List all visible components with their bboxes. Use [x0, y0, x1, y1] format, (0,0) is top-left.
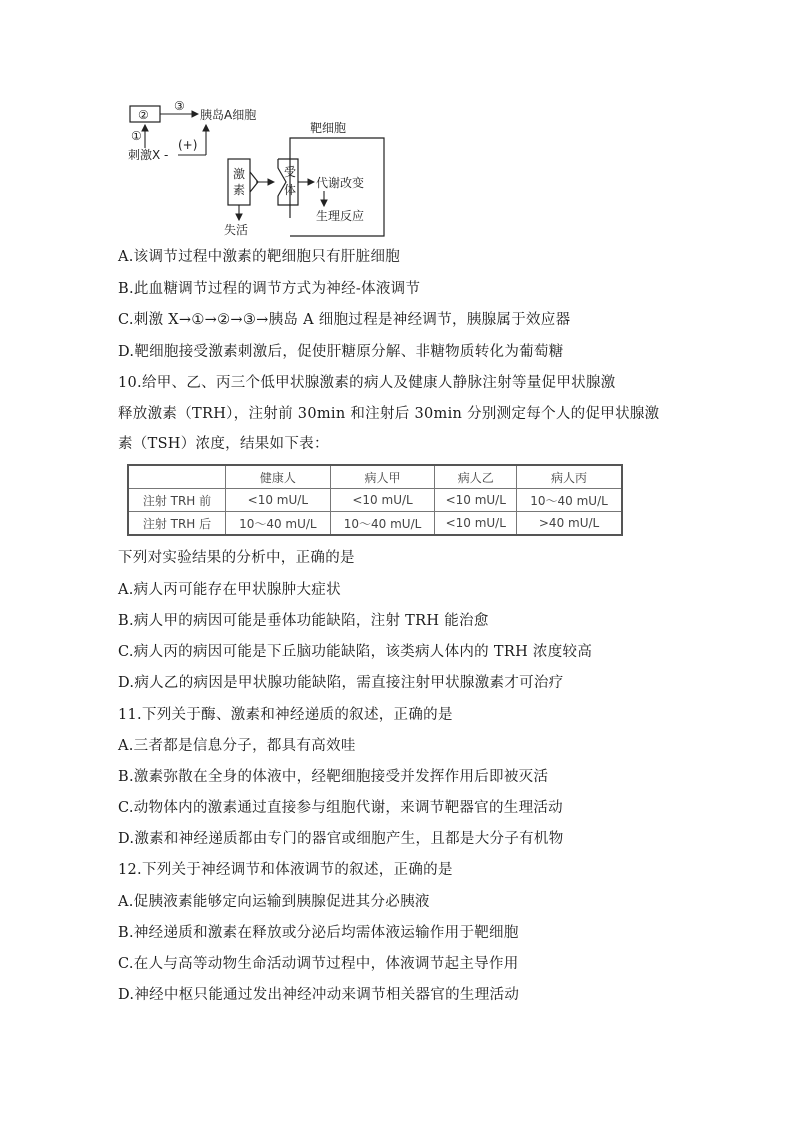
- table-header-cell: 病人乙: [435, 465, 517, 489]
- box-2-label: ②: [138, 108, 149, 122]
- q9-option-c: C.刺激 X→①→②→③→胰岛 A 细胞过程是神经调节，胰腺属于效应器: [118, 312, 571, 328]
- table-cell: <10 mU/L: [226, 489, 331, 512]
- table-cell: <10 mU/L: [330, 489, 435, 512]
- q12-stem: 12.下列关于神经调节和体液调节的叙述，正确的是: [118, 862, 453, 878]
- q11-option-c: C.动物体内的激素通过直接参与组胞代谢，来调节靶器官的生理活动: [118, 800, 563, 816]
- q10-stem-line-3: 素（TSH）浓度，结果如下表：: [118, 436, 329, 452]
- table-header-cell: 健康人: [226, 465, 331, 489]
- label-3: ③: [174, 99, 185, 113]
- table-cell: <10 mU/L: [435, 489, 517, 512]
- receptor-char-2: 体: [284, 183, 297, 197]
- table-cell: 注射 TRH 前: [128, 489, 226, 512]
- hormone-char-2: 素: [233, 183, 246, 197]
- q12-option-b: B.神经递质和激素在释放或分泌后均需体液运输作用于靶细胞: [118, 925, 519, 941]
- target-cell-label: 靶细胞: [310, 121, 347, 135]
- table-row: [128, 489, 622, 512]
- q11-option-b: B.激素弥散在全身的体液中，经靶细胞接受并发挥作用后即被灭活: [118, 769, 549, 785]
- table-header-row: [128, 465, 622, 489]
- table-row: [128, 512, 622, 536]
- metabolism-change-label: 代谢改变: [316, 176, 365, 190]
- table-cell: 注射 TRH 后: [128, 512, 226, 536]
- plus-label: (+): [178, 138, 198, 152]
- table-cell: 10～40 mU/L: [330, 512, 435, 536]
- q12-option-c: C.在人与高等动物生命活动调节过程中，体液调节起主导作用: [118, 956, 519, 972]
- q10-stem-line-2: 释放激素（TRH），注射前 30min 和注射后 30min 分别测定每个人的促甲状腺激: [118, 406, 660, 422]
- q12-option-a: A.促胰液素能够定向运输到胰腺促进其分必胰液: [118, 894, 430, 910]
- table-cell: <10 mU/L: [435, 512, 517, 536]
- table-cell: >40 mU/L: [517, 512, 622, 536]
- q10-prompt: 下列对实验结果的分析中，正确的是: [118, 550, 355, 566]
- q10-option-d: D.病人乙的病因是甲状腺功能缺陷，需直接注射甲状腺激素才可治疗: [118, 675, 564, 691]
- label-1: ①: [131, 129, 142, 143]
- tsh-results-table: [127, 464, 623, 536]
- q9-option-b: B.此血糖调节过程的调节方式为神经-体液调节: [118, 281, 421, 297]
- hormone-regulation-diagram: [118, 96, 418, 246]
- inactivation-label: 失活: [224, 223, 249, 237]
- q10-option-b: B.病人甲的病因可能是垂体功能缺陷，注射 TRH 能治愈: [118, 613, 489, 629]
- table-cell: 10～40 mU/L: [226, 512, 331, 536]
- table-header-cell: 病人丙: [517, 465, 622, 489]
- q11-option-d: D.激素和神经递质都由专门的器官或细胞产生，且都是大分子有机物: [118, 831, 564, 847]
- q12-option-d: D.神经中枢只能通过发出神经冲动来调节相关器官的生理活动: [118, 987, 520, 1003]
- islet-a-cell-label: 胰岛A细胞: [200, 108, 257, 122]
- q10-option-a: A.病人丙可能存在甲状腺肿大症状: [118, 582, 341, 598]
- table-header-cell: [128, 465, 226, 489]
- hormone-char-1: 激: [233, 167, 246, 181]
- q10-option-c: C.病人丙的病因可能是下丘脑功能缺陷，该类病人体内的 TRH 浓度较高: [118, 644, 593, 660]
- q10-stem-line-1: 10.给甲、乙、丙三个低甲状腺激素的病人及健康人静脉注射等量促甲状腺激: [118, 375, 616, 391]
- hormone-box: [228, 159, 250, 205]
- receptor-char-1: 受: [284, 165, 297, 179]
- q11-stem: 11.下列关于酶、激素和神经递质的叙述，正确的是: [118, 707, 453, 723]
- table-cell: 10～40 mU/L: [517, 489, 622, 512]
- q9-option-a: A.该调节过程中激素的靶细胞只有肝脏细胞: [118, 249, 401, 265]
- q11-option-a: A.三者都是信息分子，都具有高效哇: [118, 738, 356, 754]
- physiological-response-label: 生理反应: [316, 209, 365, 223]
- q9-option-d: D.靶细胞接受激素刺激后，促使肝糖原分解、非糖物质转化为葡萄糖: [118, 344, 564, 360]
- table-header-cell: 病人甲: [330, 465, 435, 489]
- stimulus-x-label: 刺激X -: [128, 148, 169, 162]
